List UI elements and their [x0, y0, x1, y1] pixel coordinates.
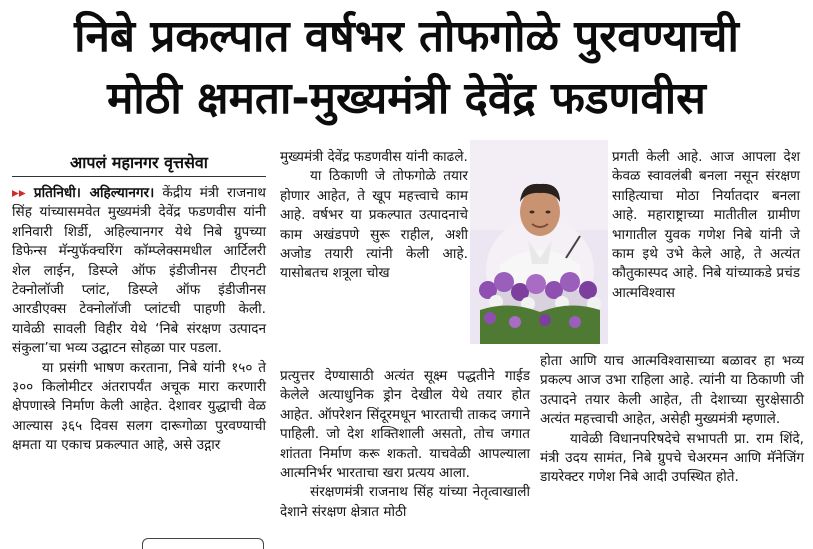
- paragraph: या प्रसंगी भाषण करताना, निबे यांनी १५० ते ३०० किलोमीटर अंतरापर्यंत अचूक मारा करणारी क्षेपणास्त्रे निर्माण केली आहेत. देशावर युद्धाची वेळ आल्यास ३६५ दिवस सलग दारूगोळा पुरवण्याची क्षमता या एकाच प्रकल्पात आहे, असे उद्गार: [12, 359, 266, 454]
- headline-line-1: निबे प्रकल्पात वर्षभर तोफगोळे पुरवण्याची: [74, 11, 739, 62]
- lead-paragraph: [12, 184, 266, 359]
- paragraph: या ठिकाणी जे तोफगोळे तयार होणार आहेत, ते खूप महत्त्वाचे काम आहे. वर्षभर या प्रकल्पात उत्पादनाचे काम अखंडपणे सुरू राहील, अशी अजोड तयारी त्यांनी केली आहे. यासोबतच शत्रूला चोख: [280, 168, 468, 282]
- paragraph: प्रगती केली आहे. आज आपला देश केवळ स्वावलंबी बनला नसून संरक्षण साहित्याचा मोठा निर्यातदार बनला आहे. महाराष्ट्राच्या मातीतील ग्रामीण भागातील युवक गणेश निबे यांनी जे काम इथे उभे केले आहे, ते अत्यंत कौतुकास्पद आहे. निबे यांच्याकडे प्रचंड आत्मविश्वास: [612, 149, 800, 301]
- headline-line-2: मोठी क्षमता-मुख्यमंत्री देवेंद्र फडणवीस: [107, 73, 706, 124]
- lead-text: केंद्रीय मंत्री राजनाथ सिंह यांच्यासमवेत मुख्यमंत्री देवेंद्र फडणवीस यांनी शनिवारी शिर्डी, अहिल्यानगर येथे निबे ग्रुपच्या डिफेन्स मॅन्युफॅक्चरिंग कॉम्प्लेक्समधील आर्टिलरी शेल लाईन, डिस्प्ले ऑफ इंडीजीनस टीएनटी टेक्नोलॉजी प्लांट, डिस्प्ले ऑफ इंडीजीनस आरडीएक्स टेक्नोलॉजी प्लांटची पाहणी केली. यावेळी सावली विहीर येथे ‘निबे संरक्षण उत्पादन संकुला’चा भव्य उद्घाटन सोहळा पार पडला.: [12, 185, 266, 357]
- paragraph: मुख्यमंत्री देवेंद्र फडणवीस यांनी काढले.: [280, 149, 468, 165]
- person-at-podium-photo: [470, 140, 608, 344]
- paragraph: यावेळी विधानपरिषदेचे सभापती प्रा. राम शिंदे, मंत्री उदय सामंत, निबे ग्रुपचे चेअरमन आणि मॅनेजिंग डायरेक्टर गणेश निबे आदी उपस्थित होते.: [540, 430, 804, 486]
- photo-illustration: [470, 140, 608, 344]
- paragraph: होता आणि याच आत्मविश्वासाच्या बळावर हा भव्य प्रकल्प आज उभा राहिला आहे. त्यांनी या ठिकाणी जी उत्पादने तयार केली आहेत, ती देशाच्या सुरक्षेसाठी अत्यंत महत्त्वाची आहेत, असेही मुख्यमंत्री म्हणाले.: [540, 353, 804, 428]
- byline: प्रतिनिधी। अहिल्यानगर।: [33, 185, 155, 201]
- article-column-3-bottom: [540, 352, 804, 488]
- paragraph: संरक्षणमंत्री राजनाथ सिंह यांच्या नेतृत्वाखाली देशाने संरक्षण क्षेत्रात मोठी: [280, 484, 530, 520]
- paragraph: प्रत्युत्तर देण्यासाठी अत्यंत सूक्ष्म पद्धतीने गाईड केलेले अत्याधुनिक ड्रोन देखील येथे तयार होत आहेत. ऑपरेशन सिंदूरमधून भारताची ताकद जगाने पाहिली. जो देश शक्तिशाली असतो, तोच जगात शांतता निर्माण करू शकतो. याचवेळी आपल्याला आत्मनिर्भर भारताचा खरा प्रत्यय आला.: [280, 368, 530, 482]
- article-column-2-top: [280, 148, 468, 284]
- section-label: आपलं महानगर वृत्तसेवा: [12, 150, 266, 177]
- byline-arrow-icon: ▸▸: [12, 185, 26, 201]
- bottom-frame-edge: [142, 538, 264, 549]
- article-column-1: [12, 184, 266, 456]
- headline: [0, 0, 813, 142]
- article-column-2-bottom: [280, 367, 530, 522]
- article-column-3-top: [612, 148, 800, 303]
